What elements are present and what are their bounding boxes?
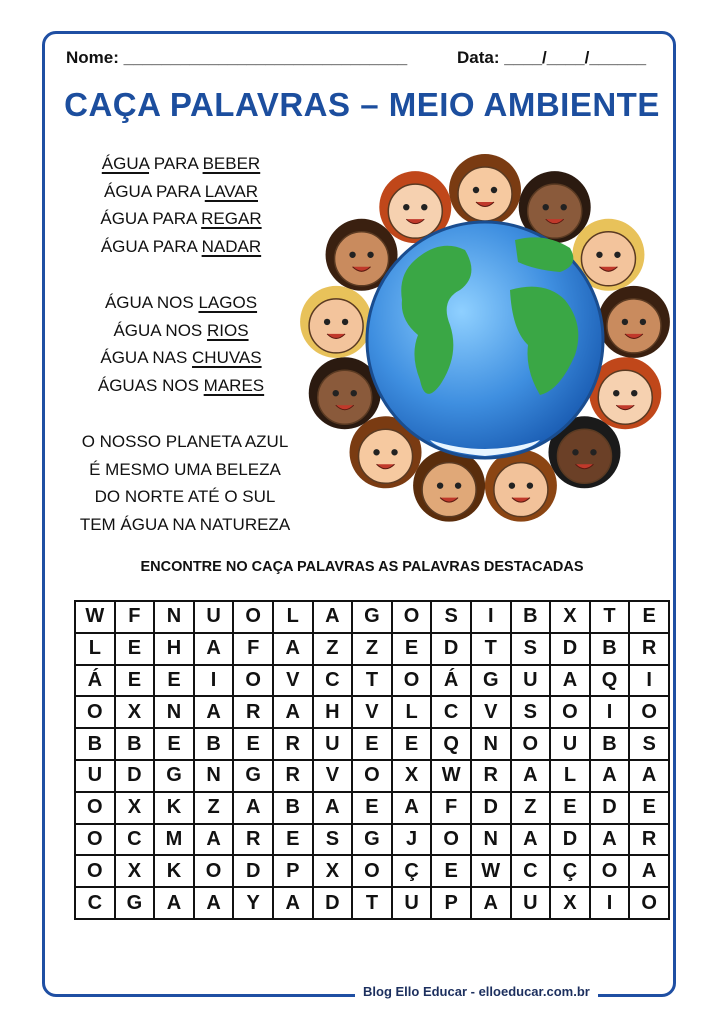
grid-cell[interactable]: A [629, 855, 669, 887]
poem-text: ÁGUA NOS [104, 293, 199, 312]
date-field[interactable]: Data: ____/____/______ [457, 48, 647, 67]
poem-line: O NOSSO PLANETA AZUL [81, 432, 289, 451]
grid-cell[interactable]: L [392, 696, 432, 728]
grid-cell[interactable]: I [590, 887, 630, 919]
grid-cell[interactable]: W [431, 760, 471, 792]
grid-cell[interactable]: E [115, 633, 155, 665]
grid-cell[interactable]: D [590, 792, 630, 824]
grid-cell[interactable]: U [194, 601, 234, 633]
grid-cell[interactable]: B [194, 728, 234, 760]
grid-cell[interactable]: O [233, 665, 273, 697]
grid-cell[interactable]: A [273, 887, 313, 919]
grid-cell[interactable]: W [471, 855, 511, 887]
child-figure [300, 286, 372, 358]
grid-cell[interactable]: Ç [550, 855, 590, 887]
grid-row [75, 887, 669, 919]
highlighted-word: ÁGUA [101, 154, 150, 173]
grid-cell[interactable]: N [471, 728, 511, 760]
grid-cell[interactable]: X [550, 601, 590, 633]
grid-row [75, 665, 669, 697]
grid-cell[interactable]: O [75, 855, 115, 887]
grid-cell[interactable]: R [629, 633, 669, 665]
highlighted-word: RIOS [206, 320, 249, 340]
grid-cell[interactable]: E [629, 792, 669, 824]
grid-cell[interactable]: B [590, 633, 630, 665]
grid-cell[interactable]: X [313, 855, 353, 887]
grid-cell[interactable]: E [392, 728, 432, 760]
grid-cell[interactable]: A [590, 760, 630, 792]
grid-cell[interactable]: T [471, 633, 511, 665]
grid-cell[interactable]: S [511, 696, 551, 728]
grid-cell[interactable]: F [233, 633, 273, 665]
grid-row [75, 855, 669, 887]
grid-cell[interactable]: Q [590, 665, 630, 697]
highlighted-word: MARES [203, 375, 265, 395]
grid-row [75, 601, 669, 633]
grid-row [75, 792, 669, 824]
child-figure [598, 286, 670, 358]
grid-cell[interactable]: D [431, 633, 471, 665]
grid-cell[interactable]: V [313, 760, 353, 792]
grid-row [75, 728, 669, 760]
grid-cell[interactable]: A [550, 665, 590, 697]
grid-cell[interactable]: R [233, 824, 273, 856]
grid-cell[interactable]: Y [233, 887, 273, 919]
grid-cell[interactable]: O [629, 696, 669, 728]
poem-line [76, 317, 286, 345]
poem-line [76, 289, 286, 317]
grid-cell[interactable]: E [233, 728, 273, 760]
poem-line [76, 178, 286, 206]
grid-cell[interactable]: P [273, 855, 313, 887]
page-title: CAÇA PALAVRAS – MEIO AMBIENTE [64, 86, 660, 123]
grid-cell[interactable]: D [550, 824, 590, 856]
grid-cell[interactable]: Ç [392, 855, 432, 887]
grid-cell[interactable]: U [511, 665, 551, 697]
grid-cell[interactable]: A [273, 696, 313, 728]
grid-cell[interactable]: O [75, 792, 115, 824]
poem-line: É MESMO UMA BELEZA [89, 459, 281, 479]
grid-cell[interactable]: N [471, 824, 511, 856]
poem-text: ÁGUA PARA [100, 236, 202, 256]
name-field[interactable]: Nome: ______________________________ [66, 48, 408, 67]
grid-cell[interactable]: O [392, 665, 432, 697]
grid-cell[interactable]: A [194, 633, 234, 665]
grid-cell[interactable]: O [431, 824, 471, 856]
grid-row [75, 696, 669, 728]
grid-cell[interactable]: I [590, 696, 630, 728]
grid-cell[interactable]: U [75, 760, 115, 792]
poem-line [76, 150, 286, 178]
grid-cell[interactable]: U [313, 728, 353, 760]
grid-cell[interactable]: J [392, 824, 432, 856]
poem-line: TEM ÁGUA NA NATUREZA [79, 514, 291, 534]
grid-cell[interactable]: M [154, 824, 194, 856]
grid-cell[interactable]: S [431, 601, 471, 633]
grid-cell[interactable]: G [154, 760, 194, 792]
highlighted-word: BEBER [202, 154, 261, 173]
grid-cell[interactable]: D [233, 855, 273, 887]
poem-line [76, 205, 286, 233]
poem-stanza-2 [76, 289, 286, 399]
grid-cell[interactable]: A [471, 887, 511, 919]
grid-cell[interactable]: A [194, 887, 234, 919]
word-search-grid [74, 600, 670, 920]
grid-cell[interactable]: A [590, 824, 630, 856]
highlighted-word: CHUVAS [192, 348, 262, 367]
grid-cell[interactable]: V [273, 665, 313, 697]
grid-row [75, 633, 669, 665]
highlighted-word: LAVAR [204, 181, 258, 201]
grid-cell[interactable]: X [550, 887, 590, 919]
grid-cell[interactable]: L [75, 633, 115, 665]
grid-cell[interactable]: I [629, 665, 669, 697]
grid-cell[interactable]: O [629, 887, 669, 919]
grid-cell[interactable]: O [194, 855, 234, 887]
grid-cell[interactable]: Z [511, 792, 551, 824]
grid-cell[interactable]: Z [352, 633, 392, 665]
grid-cell[interactable]: A [511, 760, 551, 792]
grid-cell[interactable]: A [154, 887, 194, 919]
grid-cell[interactable]: I [471, 601, 511, 633]
poem-text: ÁGUA PARA [103, 181, 205, 201]
grid-cell[interactable]: D [313, 887, 353, 919]
highlighted-word: LAGOS [198, 293, 258, 312]
instruction-text: ENCONTRE NO CAÇA PALAVRAS AS PALAVRAS DESTACADAS [140, 559, 584, 575]
grid-cell[interactable]: C [431, 696, 471, 728]
child-figure [413, 450, 485, 522]
grid-cell[interactable]: V [471, 696, 511, 728]
earth-children-illustration [290, 140, 670, 540]
highlighted-word: NADAR [201, 236, 262, 256]
grid-cell[interactable]: B [511, 601, 551, 633]
poem-line [76, 233, 286, 261]
poem-line: DO NORTE ATÉ O SUL [94, 487, 276, 506]
poem-text: ÁGUA NAS [100, 348, 193, 367]
child-figure [449, 154, 521, 226]
grid-cell[interactable]: A [194, 824, 234, 856]
poem-line [76, 344, 286, 372]
grid-cell[interactable]: B [590, 728, 630, 760]
grid-cell[interactable]: G [233, 760, 273, 792]
poem-stanza-1 [76, 150, 286, 260]
grid-cell[interactable]: V [352, 696, 392, 728]
grid-cell[interactable]: S [511, 633, 551, 665]
grid-cell[interactable]: S [313, 824, 353, 856]
grid-cell[interactable]: O [352, 760, 392, 792]
grid-cell[interactable]: T [352, 665, 392, 697]
grid-cell[interactable]: F [431, 792, 471, 824]
grid-cell[interactable]: O [511, 728, 551, 760]
grid-cell[interactable]: D [550, 633, 590, 665]
grid-cell[interactable]: D [471, 792, 511, 824]
grid-cell[interactable]: E [115, 665, 155, 697]
grid-cell[interactable]: O [233, 601, 273, 633]
grid-cell[interactable]: Á [431, 665, 471, 697]
grid-cell[interactable]: E [550, 792, 590, 824]
grid-cell[interactable]: A [313, 601, 353, 633]
grid-cell[interactable]: W [75, 601, 115, 633]
grid-cell[interactable]: E [352, 728, 392, 760]
grid-cell[interactable]: T [590, 601, 630, 633]
grid-cell[interactable]: X [115, 792, 155, 824]
grid-cell[interactable]: O [392, 601, 432, 633]
poem-text: ÁGUAS NOS [97, 375, 204, 395]
grid-cell[interactable]: R [233, 696, 273, 728]
grid-cell[interactable]: R [273, 728, 313, 760]
grid-cell[interactable]: Z [194, 792, 234, 824]
grid-cell[interactable]: C [115, 824, 155, 856]
grid-cell[interactable]: O [590, 855, 630, 887]
poem-stanza-3 [40, 428, 330, 538]
grid-cell[interactable]: Á [75, 665, 115, 697]
grid-cell[interactable]: G [352, 824, 392, 856]
grid-cell[interactable]: C [313, 665, 353, 697]
footer-credit: Blog Ello Educar - elloeducar.com.br [355, 984, 598, 999]
grid-cell[interactable]: U [392, 887, 432, 919]
grid-cell[interactable]: A [273, 633, 313, 665]
grid-cell[interactable]: N [154, 601, 194, 633]
grid-cell[interactable]: E [352, 792, 392, 824]
grid-cell[interactable]: A [194, 696, 234, 728]
grid-cell[interactable]: X [115, 855, 155, 887]
poem-text: PARA [149, 154, 203, 173]
grid-cell[interactable]: E [392, 633, 432, 665]
grid-row [75, 824, 669, 856]
grid-cell[interactable]: L [550, 760, 590, 792]
grid-cell[interactable]: U [511, 887, 551, 919]
grid-cell[interactable]: S [629, 728, 669, 760]
grid-cell[interactable]: E [431, 855, 471, 887]
poem-line [76, 372, 286, 400]
grid-cell[interactable]: R [273, 760, 313, 792]
grid-row [75, 760, 669, 792]
grid-cell[interactable]: T [352, 887, 392, 919]
grid-cell[interactable]: N [154, 696, 194, 728]
grid-cell[interactable]: I [194, 665, 234, 697]
grid-cell[interactable]: A [511, 824, 551, 856]
poem-text: ÁGUA NOS [113, 320, 207, 340]
highlighted-word: REGAR [201, 209, 262, 228]
grid-cell[interactable]: R [471, 760, 511, 792]
grid-cell[interactable]: P [431, 887, 471, 919]
grid-cell[interactable]: R [629, 824, 669, 856]
child-figure [485, 450, 557, 522]
grid-cell[interactable]: A [233, 792, 273, 824]
grid-cell[interactable]: E [154, 728, 194, 760]
grid-cell[interactable]: O [75, 824, 115, 856]
grid-cell[interactable]: O [550, 696, 590, 728]
grid-cell[interactable]: B [75, 728, 115, 760]
grid-cell[interactable]: O [75, 696, 115, 728]
grid-cell[interactable]: A [629, 760, 669, 792]
grid-cell[interactable]: Z [313, 633, 353, 665]
grid-cell[interactable]: Q [431, 728, 471, 760]
grid-cell[interactable]: G [115, 887, 155, 919]
grid-cell[interactable]: G [471, 665, 511, 697]
grid-cell[interactable]: B [115, 728, 155, 760]
grid-cell[interactable]: F [115, 601, 155, 633]
grid-cell[interactable]: B [273, 792, 313, 824]
grid-cell[interactable]: D [115, 760, 155, 792]
grid-cell[interactable]: E [154, 665, 194, 697]
grid-cell[interactable]: E [273, 824, 313, 856]
grid-cell[interactable]: C [511, 855, 551, 887]
grid-cell[interactable]: K [154, 792, 194, 824]
grid-cell[interactable]: A [392, 792, 432, 824]
grid-cell[interactable]: O [352, 855, 392, 887]
grid-cell[interactable]: H [154, 633, 194, 665]
grid-cell[interactable]: C [75, 887, 115, 919]
poem-text: ÁGUA PARA [100, 209, 202, 228]
grid-cell[interactable]: N [194, 760, 234, 792]
grid-cell[interactable]: X [392, 760, 432, 792]
grid-cell[interactable]: A [313, 792, 353, 824]
grid-cell[interactable]: L [273, 601, 313, 633]
grid-cell[interactable]: X [115, 696, 155, 728]
grid-cell[interactable]: E [629, 601, 669, 633]
grid-cell[interactable]: K [154, 855, 194, 887]
grid-cell[interactable]: U [550, 728, 590, 760]
grid-cell[interactable]: H [313, 696, 353, 728]
grid-cell[interactable]: G [352, 601, 392, 633]
